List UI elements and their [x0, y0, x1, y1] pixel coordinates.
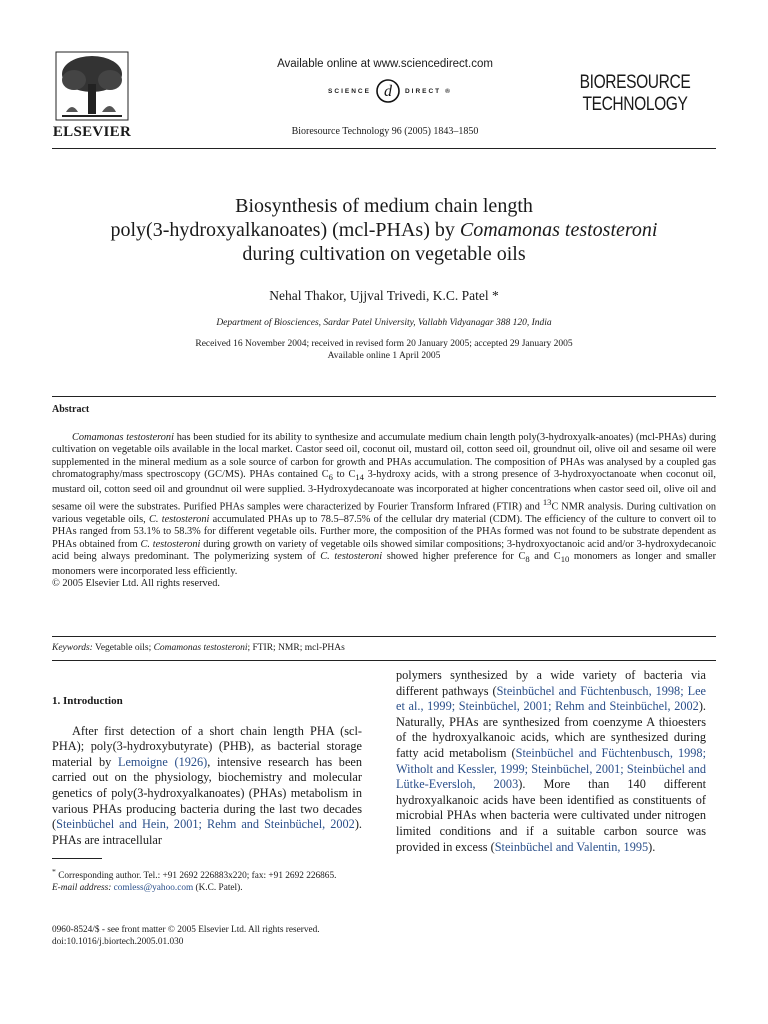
intro-text: ). More than 140 different hydroxyalkanoic acids have been identified as constituents of microbial PHAs when bacteria were cultivated under nitrogen limited conditions and if a suitable carbon source was provided in excess ( [396, 777, 707, 854]
intro-paragraph-continued [396, 668, 706, 855]
left-column [52, 694, 362, 848]
citation-link[interactable]: Steinbüchel and Hein, 2001; Rehm and Steinbüchel, 2002 [56, 817, 355, 832]
affiliation: Department of Biosciences, Sardar Patel University, Vallabh Vidyanagar 388 120, India [216, 318, 552, 328]
abstract-organism: C. testosteroni [140, 538, 201, 550]
abstract-text: showed higher preference for C [382, 551, 526, 563]
intro-text: ). PHAs are intracellular [52, 817, 362, 847]
citation-link[interactable]: Lemoigne (1926) [117, 754, 208, 769]
email-owner: (K.C. Patel). [193, 883, 243, 894]
intro-text: After first detection of a short chain length PHA (scl-PHA); poly(3-hydroxybutyrate) (PHB), as bacterial storage material by [52, 723, 362, 769]
keyword-text: ; FTIR; NMR; mcl-PHAs [247, 643, 345, 653]
sciencedirect-at-icon [375, 78, 401, 104]
keywords-divider [52, 636, 716, 637]
doi-line[interactable]: doi:10.1016/j.biortech.2005.01.030 [52, 937, 184, 947]
citation-link[interactable]: Steinbüchel and Füchtenbusch, 1998; Lee et al., 1999; Steinbüchel, 2001; Rehm and Steinbüchel, 2002 [396, 683, 706, 714]
citation-link[interactable]: Steinbüchel and Füchtenbusch, 1998; Witholt and Kessler, 1999; Steinbüchel, 2001; Steinbüchel and Lütke-Eversloh, 2003 [396, 745, 706, 792]
sciencedirect-logo [250, 76, 530, 106]
intro-paragraph [52, 724, 362, 849]
svg-text:d: d [383, 83, 392, 100]
abstract-heading: Abstract [52, 404, 90, 415]
issn-line: 0960-8524/$ - see front matter © 2005 Elsevier Ltd. All rights reserved. [52, 925, 320, 935]
keyword-organism: Comamonas testosteroni [153, 643, 248, 653]
abstract-organism: C. testosteroni [149, 513, 210, 525]
email-line [52, 882, 372, 894]
sd-registered-mark: ® [445, 87, 452, 95]
abstract-text: to C [332, 469, 356, 481]
keywords-bottom-divider [52, 660, 716, 661]
header-divider [52, 148, 716, 149]
footnote-marker: * [52, 867, 56, 876]
email-label: E-mail address: [52, 883, 112, 894]
abstract-body [52, 432, 716, 590]
abstract-text: monomers as longer and smaller monomers were incorporated less efficiently. [52, 551, 717, 577]
article-title [40, 194, 728, 266]
issn-doi-block [52, 924, 412, 948]
keyword-text: Vegetable oils; [92, 643, 154, 653]
abstract-text: and C [529, 551, 561, 563]
abstract-organism: Comamonas testosteroni [72, 432, 174, 443]
abstract-text: C NMR analysis. During cultivation on various vegetable oils, [52, 501, 716, 525]
keywords-label: Keywords: [52, 643, 93, 653]
available-date: Available online 1 April 2005 [327, 351, 441, 361]
abstract-organism: C. testosteroni [320, 551, 383, 563]
abstract-text: 3-hydroxy acids, with a strong presence of 3-hydroxyoctanoate when coconut oil, mustard oil, cotton seed oil and groundnut oil were supplied. 3-Hydroxydecanoate was incorporated at higher concentrations when castor seed oil, olive oil and sesame oil were the substrates. Purified PHAs samples were characterized by Fourier Transform Infrared (FTIR) and [52, 469, 716, 513]
keywords-line [52, 643, 716, 653]
superscript: 13 [542, 497, 552, 508]
brand-line-2: TECHNOLOGY [582, 94, 688, 115]
abstract-top-divider [52, 396, 716, 397]
title-line-2 [40, 218, 728, 242]
abstract-text: has been studied for its ability to synthesize and accumulate medium chain length poly(3-hydroxyalk-anoates) (mcl-PHAs) during cultivation on vegetable oils available in the local market. Castor seed oil, coconut oil, mustard oil, cotton seed oil, groundnut oil, olive oil and sesame oil were supplemented in the mineral medium as a sole source of carbon for growth and PHAs accumulation. The composition of PHAs was analysed by a coupled gas chromatography/mass spectroscopy (GC/MS). PHAs contained C [52, 432, 717, 481]
right-column [396, 668, 706, 855]
intro-text: polymers synthesized by a wide variety of bacteria via different pathways ( [396, 668, 706, 698]
abstract-text: accumulated PHAs up to 78.5–87.5% of the cellular dry material (CDM). The efficiency of the culture to convert oil to PHAs ranged from 53.1% to 58.3% for different vegetable oils. Further more, the composition of the PHAs formed was not found to be substrate dependent as PHAs obtained from [52, 513, 716, 550]
subscript: 14 [355, 472, 364, 483]
footnote-divider [52, 858, 102, 859]
article-dates [40, 338, 728, 362]
corresponding-author-line [52, 866, 372, 882]
intro-text: ). Naturally, PHAs are synthesized from coenzyme A thioesters of the hydroxyalkanoic acids, which are synthesized during fatty acid metabolism ( [396, 699, 706, 760]
citation-link[interactable]: Steinbüchel and Valentin, 1995 [494, 839, 649, 854]
subscript: 8 [525, 554, 530, 565]
publisher-name: ELSEVIER [52, 124, 132, 140]
journal-reference: Bioresource Technology 96 (2005) 1843–1850 [291, 126, 479, 137]
sd-word-left: SCIENCE [328, 87, 371, 95]
abstract-paragraph [52, 432, 716, 578]
title-line-3: during cultivation on vegetable oils [242, 243, 526, 265]
title-line-2-text: poly(3-hydroxyalkanoates) (mcl-PHAs) by [110, 219, 460, 241]
contact-text: Corresponding author. Tel.: +91 2692 226883x220; fax: +91 2692 226865. [55, 871, 337, 882]
title-line-1: Biosynthesis of medium chain length [235, 195, 533, 217]
subscript: 6 [328, 472, 333, 483]
sd-word-right: DIRECT [404, 87, 442, 95]
intro-text: ). [648, 839, 656, 854]
author-list: Nehal Thakor, Ujjval Trivedi, K.C. Patel * [269, 288, 499, 303]
journal-brand [574, 72, 697, 116]
title-organism: Comamonas testosteroni [459, 219, 658, 241]
subscript: 10 [560, 554, 570, 565]
brand-line-1: BIORESOURCE [579, 72, 691, 93]
abstract-text: during growth on variety of vegetable oils showed similar compositions; 3-hydroxyoctanoic acid and/or 3-hydroxydecanoic acid being always predominant. The polymerizing system of [52, 538, 716, 563]
abstract-copyright: © 2005 Elsevier Ltd. All rights reserved. [52, 577, 220, 589]
intro-text: , intensive research has been carried out on the physiology, biochemistry and molecular genetics of poly(3-hydroxyalkanoates) (PHAs) metabolism in various PHAs producing bacteria during the last two decades ( [52, 754, 363, 832]
email-link[interactable]: comless@yahoo.com [113, 883, 194, 894]
section-heading-introduction: 1. Introduction [52, 695, 123, 707]
received-dates: Received 16 November 2004; received in revised form 20 January 2005; accepted 29 January 2005 [195, 339, 573, 349]
available-online-line[interactable]: Available online at www.sciencedirect.com [277, 58, 493, 70]
corresponding-footnote [52, 866, 372, 894]
